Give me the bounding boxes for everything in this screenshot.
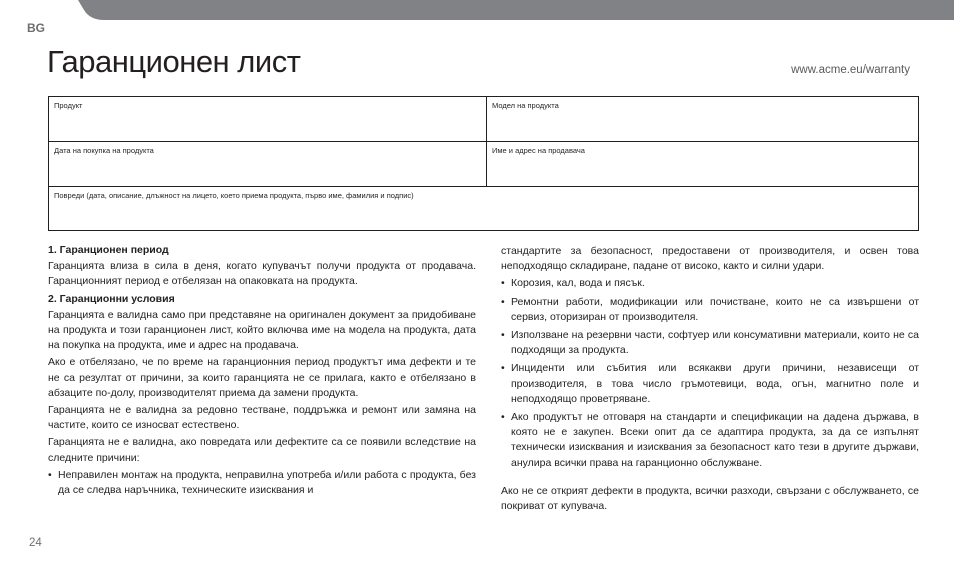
list-item bbox=[501, 361, 919, 407]
paragraph: Ако не се открият дефекти в продукта, всички разходи, свързани с обслужването, се покриват от купувача. bbox=[501, 484, 919, 513]
model-field[interactable]: Модел на продукта bbox=[487, 97, 918, 142]
list-item bbox=[501, 276, 919, 291]
paragraph: Ако е отбелязано, че по време на гаранционния период продуктът има дефекти и те не са резултат от причини, за които гаранцията не се прилага, както е отбелязано в абзаците по-долу, производителят приема да замени продукта. bbox=[48, 356, 476, 399]
section-heading-period: 1. Гаранционен период bbox=[48, 244, 169, 256]
product-field[interactable]: Продукт bbox=[49, 97, 487, 142]
list-item bbox=[501, 295, 919, 325]
paragraph: Гаранцията не е валидна за редовно тестване, поддръжка и ремонт или замяна на частите, които се износват естествено. bbox=[48, 404, 476, 432]
paragraph: Гаранцията влиза в сила в деня, когато купувачът получи продукта от продавача. Гаранционният период е отбелязан на опаковката на продукта. bbox=[48, 260, 476, 288]
language-code: BG bbox=[27, 21, 45, 35]
warranty-url[interactable]: www.acme.eu/warranty bbox=[791, 64, 910, 76]
section-heading-conditions: 2. Гаранционни условия bbox=[48, 292, 175, 305]
purchase-date-field[interactable]: Дата на покупка на продукта bbox=[49, 142, 487, 187]
seller-field[interactable]: Име и адрес на продавача bbox=[487, 142, 918, 187]
list-item-text: Инциденти или събития или всякакви други причини, независещи от производителя, в това число гръмотевици, вода, огън, магнитно поле и неподходящо проветряване. bbox=[511, 362, 919, 405]
paragraph: стандартите за безопасност, предоставени от производителя, и освен това неподходящо складиране, падане от високо, както и силни удари. bbox=[501, 245, 919, 273]
list-item bbox=[501, 328, 919, 358]
list-item bbox=[501, 410, 919, 471]
list-item-text: Ако продуктът не отговаря на стандарти и спецификации на дадена държава, в която не е закупен. Всеки опит да се адаптира продукта, за да се изпълнят технически изисквания и изисквания за безопасност като тези в другите държави, анулира всички права на гаранционно обслужване. bbox=[511, 411, 919, 469]
paragraph: Гаранцията не е валидна, ако повредата или дефектите са се появили вследствие на следните причини: bbox=[48, 436, 476, 464]
page-title: Гаранционен лист bbox=[47, 44, 301, 79]
list-item-text: Използване на резервни части, софтуер или консумативни материали, които не са подходящи за продукта. bbox=[511, 329, 919, 357]
list-item-text: Ремонтни работи, модификации или почистване, които не са извършени от сервиз, оторизиран от производителя. bbox=[511, 295, 919, 323]
right-column bbox=[501, 244, 919, 516]
damages-field[interactable]: Повреди (дата, описание, длъжност на лицето, което приема продукта, първо име, фамилия и подпис) bbox=[54, 191, 414, 200]
paragraph: Гаранцията е валидна само при представяне на оригинален документ за придобиване на продукта и този гаранционен лист, който включва име на модела на продукта, дата на покупка на продукта, име и адрес на продавача. bbox=[48, 308, 476, 352]
page-number: 24 bbox=[29, 537, 42, 549]
bullet-icon: • bbox=[501, 277, 505, 290]
bullet-icon: • bbox=[48, 468, 52, 481]
warranty-form bbox=[48, 96, 919, 231]
bullet-icon: • bbox=[501, 329, 505, 342]
bullet-icon: • bbox=[501, 411, 505, 424]
list-item bbox=[48, 468, 476, 498]
list-item-text: Неправилен монтаж на продукта, неправилна употреба и/или работа с продукта, без да се следва наръчника, техническите изисквания и bbox=[58, 468, 476, 497]
list-item-text: Корозия, кал, вода и пясък. bbox=[511, 277, 645, 290]
bullet-icon: • bbox=[501, 295, 505, 308]
header-bar bbox=[0, 0, 954, 20]
left-column bbox=[48, 243, 476, 501]
bullet-icon: • bbox=[501, 362, 505, 375]
